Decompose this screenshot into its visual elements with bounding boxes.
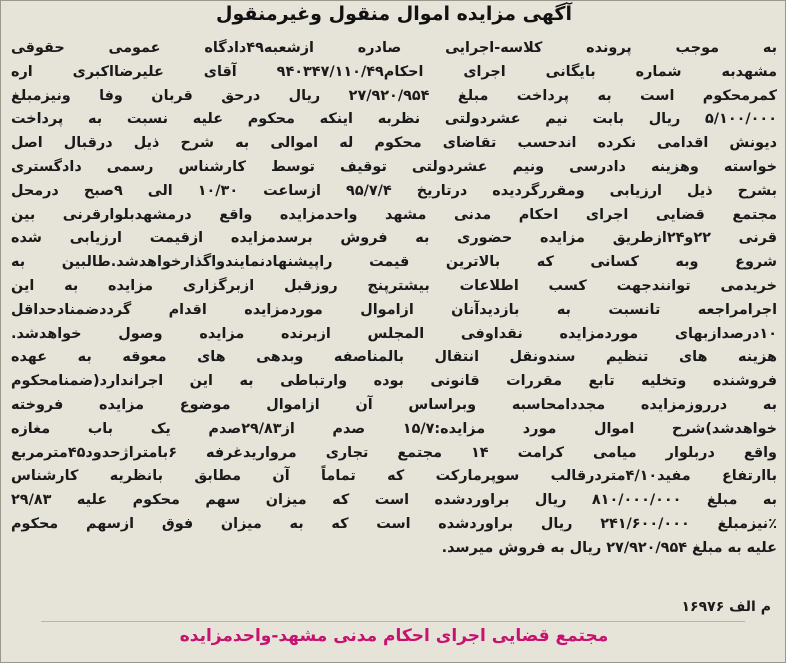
notice-line: خواهدشد)شرح اموال مورد مزایده:۱۵/۷ صدم از۲۹/۸۳صدم یک باب مغازه xyxy=(11,420,777,437)
notice-line: شروع وبه کسانی که بالاترین قیمت راپیشنهادنمایندواگذارخواهدشد.طالبین به xyxy=(11,254,777,271)
notice-line: علیه به مبلغ ۲۷/۹۲۰/۹۵۴ ریال به فروش میرسد. xyxy=(441,539,777,556)
notice-line: اجرامراجعه تانسبت به بازدیدآنان ازاموال موردمزایده اقدام گرددضمنادحداقل xyxy=(11,301,777,318)
notice-line: خواسته وهزینه دادرسی ونیم عشردولتی توقیف توسط کارشناس رسمی دادگستری xyxy=(11,158,777,175)
notice-line: فروشنده وتخلیه تابع مقررات قانونی بوده وارتباطی به این اجراندارد(ضمنامحکوم xyxy=(11,373,777,390)
notice-line: به مبلغ ۸۱۰/۰۰۰/۰۰۰ ریال براوردشده است که میزان سهم محکوم علیه ۲۹/۸۳ xyxy=(11,492,777,509)
notice-line: بشرح ذیل ارزیابی ومقررگردیده درتاریخ ۹۵/۷/۴ ازساعت ۱۰/۳۰ الی ۹صبح درمحل xyxy=(11,182,777,199)
issuer-signature: مجتمع قضایی اجرای احکام مدنی مشهد-واحدمزایده xyxy=(179,626,609,646)
notice-line: باارتفاع مفید۴/۱۰متردرقالب سوپرمارکت که تماماً آن مطابق بانظریه کارشناس xyxy=(11,468,777,485)
notice-line: قرنی ۲۲و۲۴ازطریق مزایده حضوری به فروش برسدمزایده ازقیمت ارزیابی شده xyxy=(11,230,777,247)
notice-line: به موجب پرونده کلاسه-اجرایی صادره ازشعبه۴۹دادگاه عمومی حقوقی xyxy=(11,40,777,56)
notice-line: مشهدبه شماره بایگانی اجرای احکام۹۴۰۳۴۷/۱۱۰/۴۹ آقای علیرضااکبری اره xyxy=(11,63,777,80)
notice-line: کمرمحکوم است به پرداخت مبلغ ۲۷/۹۲۰/۹۵۴ ریال درحق قربان وفا ونیزمبلغ xyxy=(11,87,777,104)
notice-line: واقع دربلوار میامی کرامت ۱۴ مجتمع تجاری مرواریدغرفه ۶بامتراژحدود۴۵مترمربع xyxy=(11,444,777,461)
notice-title: آگهی مزایده اموال منقول وغیرمنقول xyxy=(216,3,572,25)
notice-line: خریدمی توانندجهت کسب اطلاعات بیشترپنج روزقبل ازبرگزاری مزایده به این xyxy=(11,277,777,294)
notice-body xyxy=(11,37,777,561)
notice-line: به درروزمزایده مجددامحاسبه وبراساس آن ازاموال موضوع مزایده فروخته xyxy=(11,396,777,413)
notice-line: مجتمع قضایی اجرای احکام مدنی مشهد واحدمزایده واقع درمشهدبلوارقرنی بین xyxy=(11,206,777,223)
notice-line: ٪نیزمبلغ ۲۴۱/۶۰۰/۰۰۰ ریال براوردشده است که به میزان فوق ازسهم محکوم xyxy=(11,515,777,532)
notice-line: ۵/۱۰۰/۰۰۰ ریال بابت نیم عشردولتی نظربه اینکه محکوم علیه نسبت به پرداخت xyxy=(11,111,777,128)
notice-line: ۱۰درصدازبهای موردمزایده نقداوفی المجلس ازبرنده مزایده وصول خواهدشد. xyxy=(11,325,777,342)
reference-number: م الف ۱۶۹۷۶ xyxy=(681,599,771,615)
divider xyxy=(41,621,745,622)
notice-line: هزینه های تنظیم سندونقل انتقال بالمناصفه وبدهی های معوقه به عهده xyxy=(11,349,777,366)
notice-line: دیونش اقدامی نکرده اندحسب تقاضای محکوم له اموالی به شرح ذیل درقبال اصل xyxy=(11,135,777,152)
